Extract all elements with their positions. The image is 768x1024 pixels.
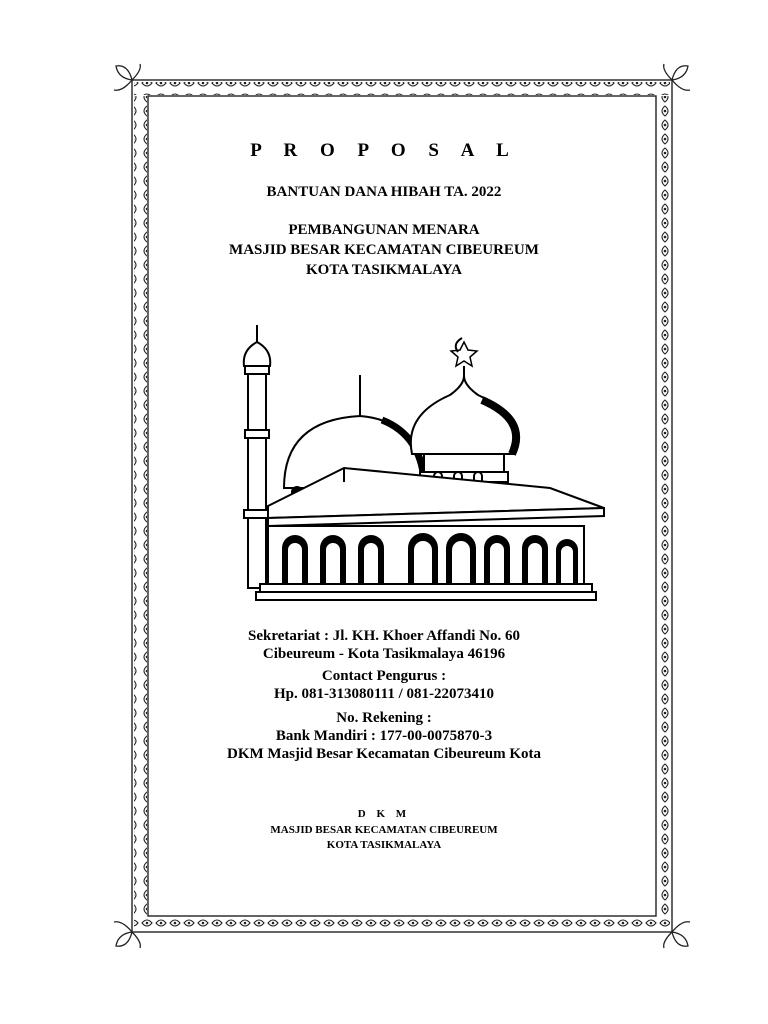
secretariat-address: Sekretariat : Jl. KH. Khoer Affandi No. 60 [248,628,520,644]
footer-org: D K M [357,808,411,820]
secretariat-city: Cibeureum - Kota Tasikmalaya 46196 [262,646,506,662]
project-line-1: PEMBANGUNAN MENARA [288,222,480,238]
contact-label: Contact Pengurus : [321,668,447,684]
project-line-3: KOTA TASIKMALAYA [305,262,463,278]
contact-phones: Hp. 081-313080111 / 081-22073410 [273,686,494,702]
footer-line-2: KOTA TASIKMALAYA [326,839,442,851]
account-label: No. Rekening : [336,710,432,726]
grant-subtitle: BANTUAN DANA HIBAH TA. 2022 [266,184,502,200]
footer-line-1: MASJID BESAR KECAMATAN CIBEUREUM [270,824,498,836]
document-title: P R O P O S A L [250,140,518,161]
account-holder: DKM Masjid Besar Kecamatan Cibeureum Kota [227,746,541,762]
project-line-2: MASJID BESAR KECAMATAN CIBEUREUM [229,242,539,258]
account-bank: Bank Mandiri : 177-00-0075870-3 [275,728,493,744]
mosque-illustration [232,320,606,604]
